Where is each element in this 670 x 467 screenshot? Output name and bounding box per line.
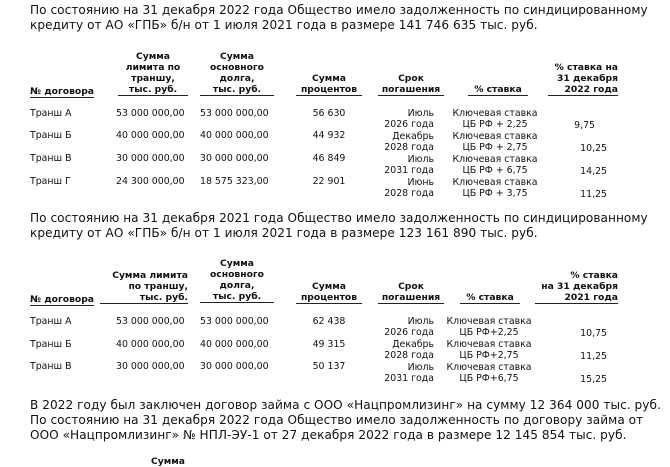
table1-row0-rate1: Ключевая ставка	[452, 108, 538, 119]
table1-row1-interest: 44 932	[312, 130, 346, 141]
table2-header-principal: Сумма основного долга, тыс. руб.	[200, 258, 274, 303]
table2-row0-rate1: Ключевая ставка	[446, 316, 532, 327]
table1-row2-contract: Транш В	[30, 153, 72, 164]
table2-row2-term1: Июль	[407, 362, 434, 373]
table1-header-contract: № договора	[30, 86, 94, 97]
table2-row2-rate-dec: 15,25	[580, 374, 607, 385]
table1-row3-term1: Июнь	[407, 177, 434, 188]
table2-header-term: Срок погашения	[378, 281, 444, 304]
table1-row2-rate2: ЦБ РФ + 6,75	[462, 165, 528, 176]
table2-row0-principal: 53 000 000,00	[200, 316, 269, 327]
table1-row3-rate1: Ключевая ставка	[452, 177, 538, 188]
paragraph-2022-gpb-line2: кредиту от АО «ГПБ» б/н от 1 июля 2021 года в размере 141 746 635 тыс. руб.	[30, 18, 538, 32]
table1-row0-rate-dec: 9,75	[574, 120, 595, 131]
table1-row1-principal: 40 000 000,00	[200, 130, 269, 141]
table1-row2-interest: 46 849	[312, 153, 346, 164]
table1-row3-limit: 24 300 000,00	[116, 176, 185, 187]
table1-row2-principal: 30 000 000,00	[200, 153, 269, 164]
table1-row1-contract: Транш Б	[30, 130, 72, 141]
table1-row2-rate1: Ключевая ставка	[452, 154, 538, 165]
table1-row3-term2: 2028 года	[384, 188, 434, 199]
table1-row0-term1: Июль	[407, 108, 434, 119]
paragraph-loan-line1: В 2022 году был заключен договор займа с ООО «Нацпромлизинг» на сумму 12 364 000 тыс. руб.	[30, 398, 661, 412]
table1-row2-limit: 30 000 000,00	[116, 153, 185, 164]
table1-row1-rate2: ЦБ РФ + 2,75	[462, 142, 528, 153]
table1-row3-contract: Транш Г	[30, 176, 71, 187]
table1-row2-term1: Июль	[407, 154, 434, 165]
table2-row0-limit: 53 000 000,00	[116, 316, 185, 327]
table1-row0-rate2: ЦБ РФ + 2,25	[462, 119, 528, 130]
table2-row1-term1: Декабрь	[392, 339, 434, 350]
paragraph-2022-gpb-line1: По состоянию на 31 декабря 2022 года Общество имело задолженность по синдицированному	[30, 3, 648, 17]
table2-header-limit: Сумма лимита по траншу, тыс. руб.	[100, 270, 188, 304]
table1-row2-rate-dec: 14,25	[580, 166, 607, 177]
table2-row2-term2: 2031 года	[384, 373, 434, 384]
table1-row0-principal: 53 000 000,00	[200, 108, 269, 119]
table2-row2-limit: 30 000 000,00	[116, 361, 185, 372]
table1-row1-rate-dec: 10,25	[580, 143, 607, 154]
table2-header-rate: % ставка	[460, 292, 520, 304]
table1-row0-term2: 2026 года	[384, 119, 434, 130]
table2-row1-term2: 2028 года	[384, 350, 434, 361]
table2-row1-limit: 40 000 000,00	[116, 339, 185, 350]
table2-row1-contract: Транш Б	[30, 339, 72, 350]
table2-row1-rate-dec: 11,25	[580, 351, 607, 362]
table1-header-principal: Сумма основного долга, тыс. руб.	[200, 51, 274, 96]
table1-row1-term2: 2028 года	[384, 142, 434, 153]
table2-row0-term2: 2026 года	[384, 327, 434, 338]
table1-header-term: Срок погашения	[378, 73, 444, 96]
table3-header-limit: Сумма	[151, 456, 185, 467]
table2-row1-rate1: Ключевая ставка	[446, 339, 532, 350]
table2-row0-interest: 62 438	[312, 316, 346, 327]
table1-row1-term1: Декабрь	[392, 131, 434, 142]
table2-row0-rate-dec: 10,75	[580, 328, 607, 339]
table1-row2-term2: 2031 года	[384, 165, 434, 176]
table1-row3-rate-dec: 11,25	[580, 189, 607, 200]
table1-row0-interest: 56 630	[312, 108, 346, 119]
table1-row1-rate1: Ключевая ставка	[452, 131, 538, 142]
paragraph-loan-line3: ООО «Нацпромлизинг» № НПЛ-ЭУ-1 от 27 декабря 2022 года в размере 12 145 854 тыс. руб.	[30, 428, 627, 442]
table2-row0-contract: Транш А	[30, 316, 72, 327]
table1-header-interest: Сумма процентов	[296, 73, 362, 96]
table2-row1-principal: 40 000 000,00	[200, 339, 269, 350]
table2-row1-rate2: ЦБ РФ+2,75	[459, 350, 519, 361]
table1-row0-contract: Транш А	[30, 108, 72, 119]
table1-row3-interest: 22 901	[312, 176, 346, 187]
table2-row0-term1: Июль	[407, 316, 434, 327]
table2-row2-rate2: ЦБ РФ+6,75	[459, 373, 519, 384]
paragraph-2021-gpb-line2: кредиту от АО «ГПБ» б/н от 1 июля 2021 года в размере 123 161 890 тыс. руб.	[30, 226, 538, 240]
table1-row1-limit: 40 000 000,00	[116, 130, 185, 141]
table2-row2-contract: Транш В	[30, 361, 72, 372]
table2-row1-interest: 49 315	[312, 339, 346, 350]
table1-header-rate: % ставка	[468, 84, 528, 96]
table2-row2-principal: 30 000 000,00	[200, 361, 269, 372]
table2-header-contract: № договора	[30, 294, 94, 305]
paragraph-loan-line2: По состоянию на 31 декабря 2022 года Общество имело задолженность по договору займа от	[30, 413, 644, 427]
table1-row0-limit: 53 000 000,00	[116, 108, 185, 119]
table2-header-interest: Сумма процентов	[296, 281, 362, 304]
table2-row0-rate2: ЦБ РФ+2,25	[459, 327, 519, 338]
table1-header-rate-dec: % ставка на 31 декабря 2022 года	[548, 62, 618, 96]
table1-row3-rate2: ЦБ РФ + 3,75	[462, 188, 528, 199]
table1-row3-principal: 18 575 323,00	[200, 176, 269, 187]
table2-row2-interest: 50 137	[312, 361, 346, 372]
table2-row2-rate1: Ключевая ставка	[446, 362, 532, 373]
paragraph-2021-gpb-line1: По состоянию на 31 декабря 2021 года Общество имело задолженность по синдицированному	[30, 211, 648, 225]
table2-header-rate-dec: % ставка на 31 декабря 2021 года	[535, 270, 618, 304]
table1-header-limit: Сумма лимита по траншу, тыс. руб.	[118, 51, 188, 96]
